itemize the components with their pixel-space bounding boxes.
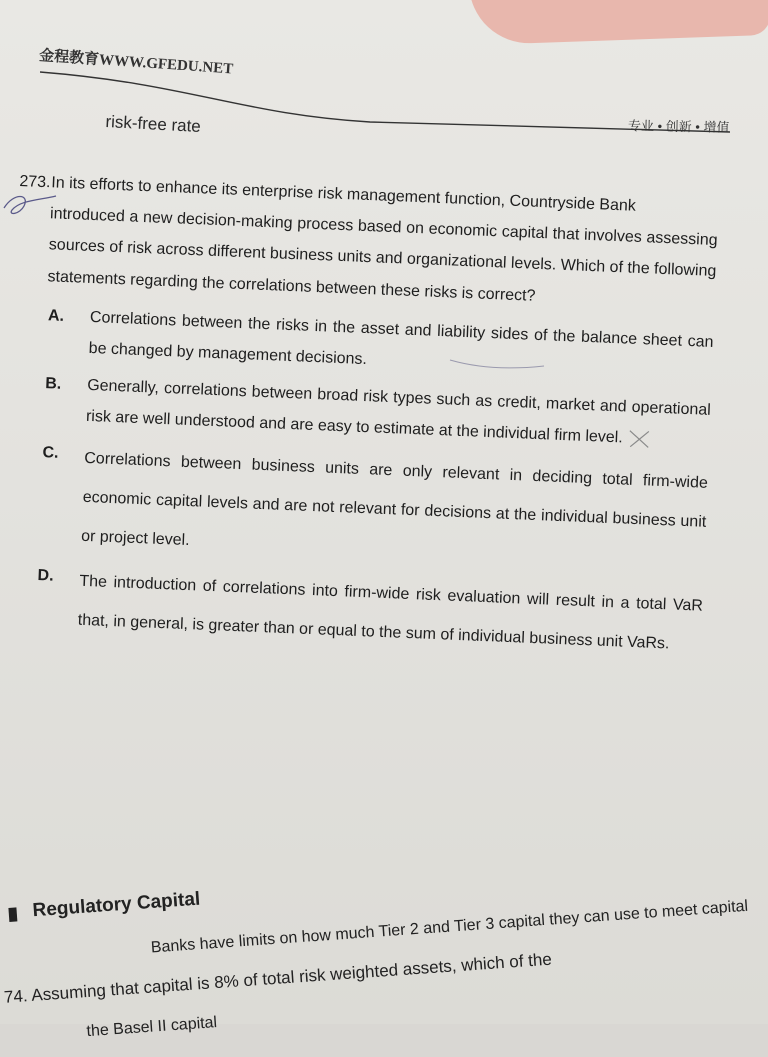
question-stem-rest: introduced a new decision-making process based on economic capital that involves assessing sources of risk across different business units and organizational levels. Which of the following statements regarding the correlations between these risks is correct? xyxy=(47,205,718,305)
next-question-line-1: Banks have limits on how much Tier 2 and Tier 3 capital they can use to meet capital xyxy=(150,897,749,957)
question-273 xyxy=(1,166,720,671)
page-header xyxy=(40,44,730,144)
option-letter: C. xyxy=(42,443,59,462)
option-c xyxy=(38,437,708,581)
section-title: Regulatory Capital xyxy=(31,888,201,922)
option-text: Correlations between the risks in the asset and liability sides of the balance sheet can be changed by management decisions. xyxy=(88,308,714,369)
running-title: risk-free rate xyxy=(105,112,202,136)
option-letter: B. xyxy=(44,375,62,393)
next-question-line-3: the Basel II capital xyxy=(86,1014,218,1041)
publisher-logo: 金程教育WWW.GFEDU.NET xyxy=(38,47,234,78)
question-stem-first-line: In its efforts to enhance its enterprise risk management function, Countryside Bank xyxy=(51,174,637,215)
pencil-underline xyxy=(448,346,548,376)
next-question-line-2: Assuming that capital is 8% of total risk weighted assets, which of the xyxy=(30,949,553,1006)
question-number: 273. xyxy=(19,172,51,192)
answer-options xyxy=(1,299,714,666)
finger-in-frame xyxy=(469,0,768,45)
next-question-number: 74. xyxy=(3,986,29,1008)
option-letter: A. xyxy=(47,307,65,325)
option-text: Correlations between business units are only relevant in deciding total firm-wide economic capital levels and are not relevant for decisions at the individual business unit or project level. xyxy=(80,449,709,549)
question-stem xyxy=(15,166,719,319)
option-text: Generally, correlations between broad risk types such as credit, market and operational risk are well understood and are easy to estimate at the individual firm level. xyxy=(85,377,712,447)
handwritten-x-mark xyxy=(626,428,653,451)
section-bullet xyxy=(8,907,17,922)
option-text: The introduction of correlations into firm-wide risk evaluation will result in a total VaR that, in general, is greater than or equal to the sum of individual business unit VaRs. xyxy=(77,572,704,653)
header-slogan: 专业 • 创新 • 增值 xyxy=(628,118,731,135)
option-letter: D. xyxy=(37,567,54,585)
